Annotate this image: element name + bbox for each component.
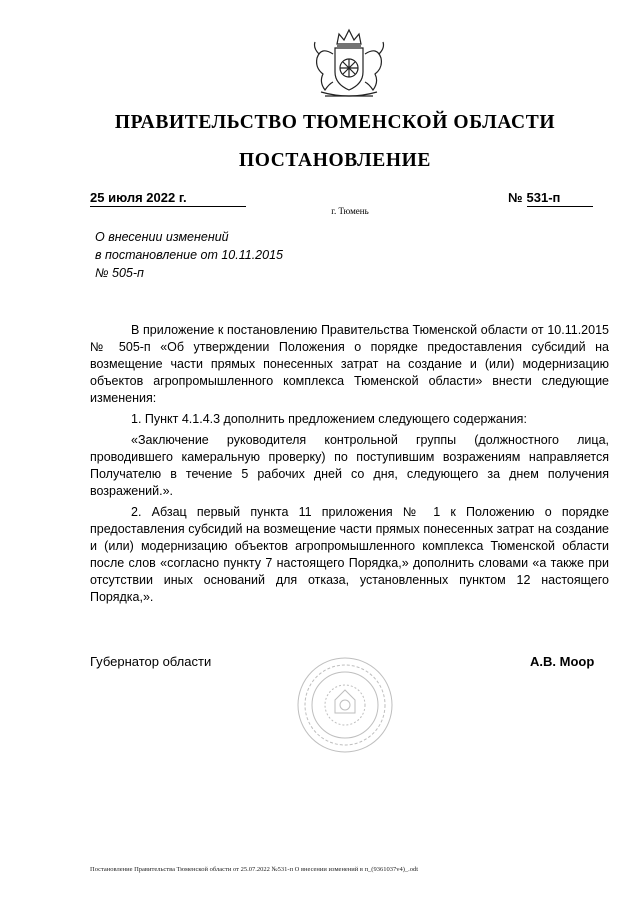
document-subject (95, 228, 355, 282)
number-label: № (508, 190, 523, 205)
subject-line: О внесении изменений (95, 230, 229, 244)
coat-of-arms-emblem (299, 24, 399, 106)
document-type-title: ПОСТАНОВЛЕНИЕ (238, 150, 432, 171)
number-value: 531-п (527, 190, 593, 207)
body-paragraph: «Заключение руководителя контрольной группы (должностного лица, проводившего камеральную проверку) по поступившим возражениям направляется Получателю в течение 5 рабочих дней со дня, следующего за днем получения возражений.». (90, 433, 609, 498)
document-date: 25 июля 2022 г. (90, 190, 246, 207)
footer-file-info: Постановление Правительства Тюменской области от 25.07.2022 №531-п О внесении изменений в п_(9361037v4)_.odt (90, 866, 419, 873)
body-paragraph: 1. Пункт 4.1.4.3 дополнить предложением следующего содержания: (131, 412, 527, 426)
signer-position: Губернатор области (90, 654, 212, 669)
document-number (508, 190, 604, 207)
document-body (90, 322, 609, 610)
official-seal-stamp (295, 655, 395, 755)
body-paragraph: 2. Абзац первый пункта 11 приложения № 1 к Положению о порядке предоставления субсидий на возмещение части прямых понесенных затрат на создание и (или) модернизацию объектов агропромышленного комплекса Тюменской области после слов «согласно пункту 7 настоящего Порядка,» дополнить словами «а также при отсутствии иных оснований для отказа, установленных пунктом 12 настоящего Порядка,». (90, 505, 609, 604)
signer-name: А.В. Моор (530, 654, 595, 669)
government-title: ПРАВИТЕЛЬСТВО ТЮМЕНСКОЙ ОБЛАСТИ (114, 112, 556, 133)
subject-line: в постановление от 10.11.2015 (95, 248, 283, 262)
body-paragraph: В приложение к постановлению Правительства Тюменской области от 10.11.2015 № 505-п «Об утверждении Положения о порядке предоставления субсидий на возмещение части прямых понесенных затрат на создание и (или) модернизацию объектов агропромышленного комплекса Тюменской области» внести следующие изменения: (90, 323, 609, 405)
subject-line: № 505-п (95, 266, 144, 280)
document-city: г. Тюмень (331, 206, 369, 216)
